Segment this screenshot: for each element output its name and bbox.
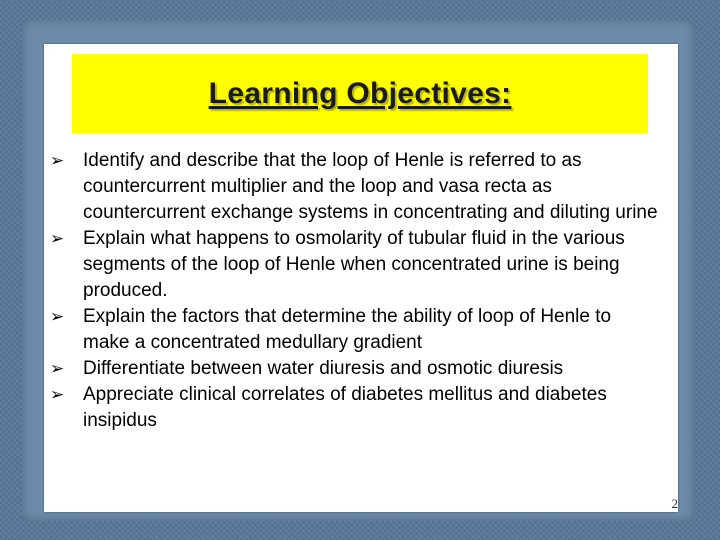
arrow-bullet-icon: ➢ bbox=[50, 385, 65, 405]
list-item bbox=[50, 356, 660, 382]
title-box bbox=[72, 54, 648, 133]
slide-title: Learning Objectives: bbox=[208, 76, 512, 110]
list-item bbox=[50, 148, 660, 226]
bullet-text: Differentiate between water diuresis and osmotic diuresis bbox=[83, 358, 564, 379]
page-number: 2 bbox=[671, 496, 678, 511]
arrow-bullet-icon: ➢ bbox=[50, 229, 65, 249]
objectives-list bbox=[50, 148, 660, 434]
arrow-bullet-icon: ➢ bbox=[50, 307, 65, 327]
list-item bbox=[50, 226, 660, 304]
list-item bbox=[50, 382, 660, 434]
arrow-bullet-icon: ➢ bbox=[50, 151, 65, 171]
bullet-text: Explain the factors that determine the ability of loop of Henle to make a concentrated medullary gradient bbox=[83, 306, 612, 353]
bullet-text: Appreciate clinical correlates of diabetes mellitus and diabetes insipidus bbox=[83, 384, 607, 431]
arrow-bullet-icon: ➢ bbox=[50, 359, 65, 379]
bullet-text: Explain what happens to osmolarity of tubular fluid in the various segments of the loop of Henle when concentrated urine is being produced. bbox=[83, 228, 625, 301]
list-item bbox=[50, 304, 660, 356]
bullet-text: Identify and describe that the loop of Henle is referred to as countercurrent multiplier and the loop and vasa recta as countercurrent exchange systems in concentrating and diluting urine bbox=[83, 150, 658, 223]
